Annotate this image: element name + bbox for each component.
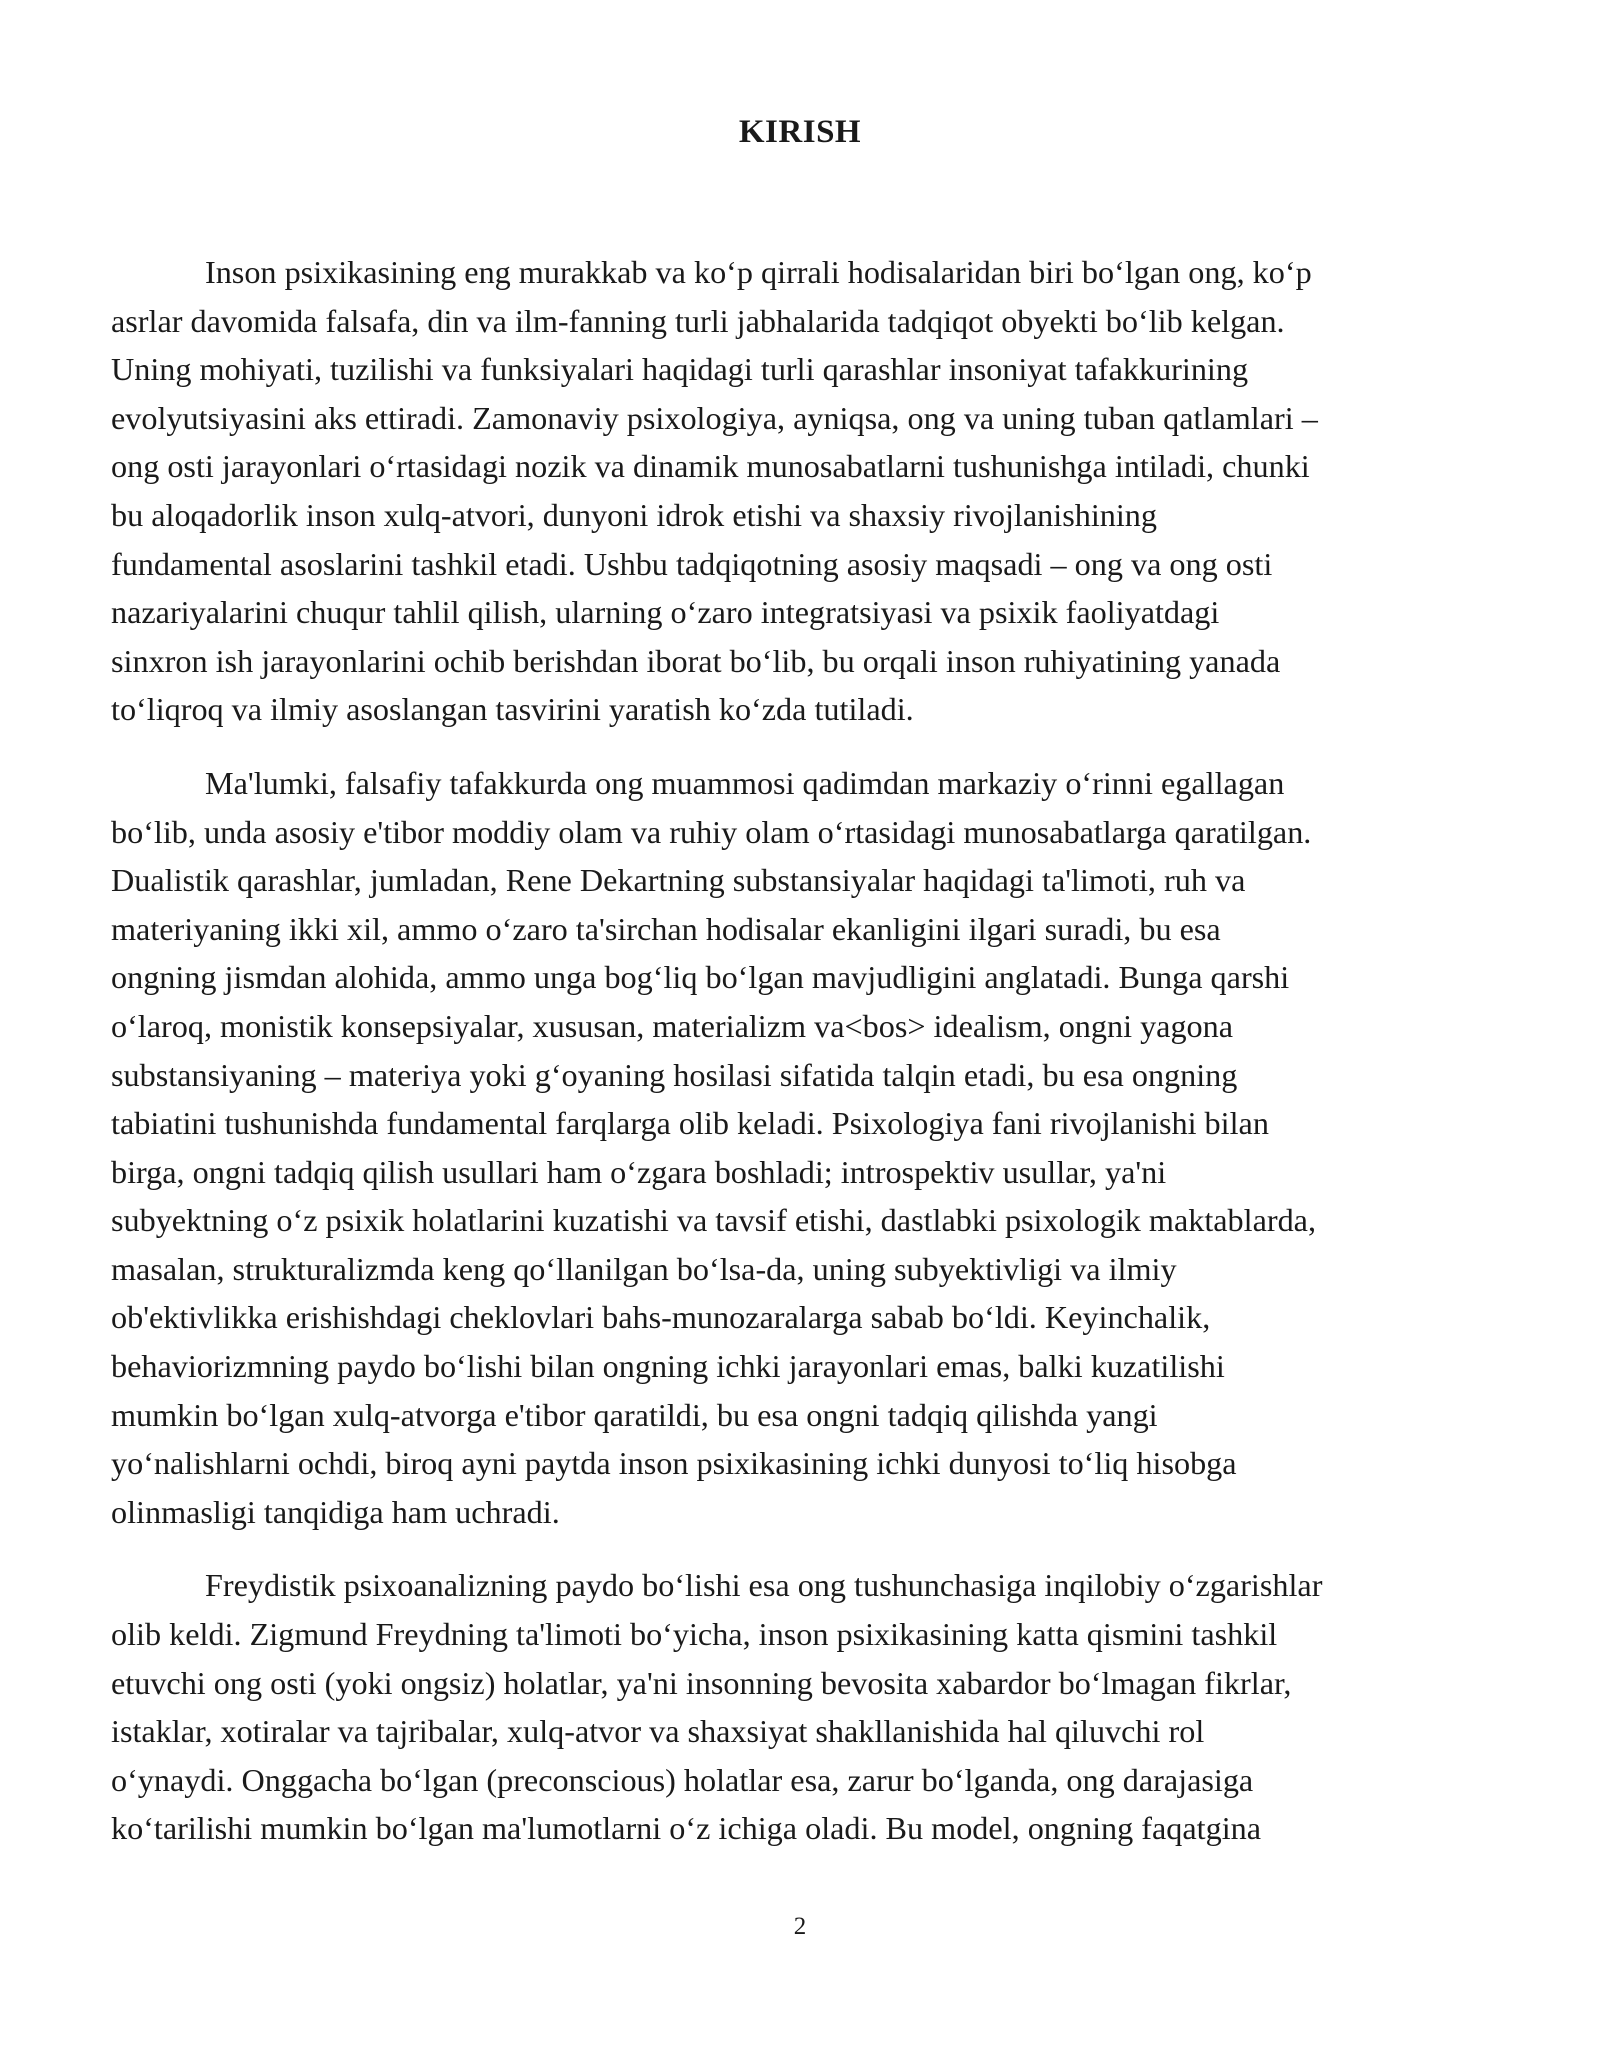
text-line: yo‘nalishlarni ochdi, biroq ayni paytda inson psixikasining ichki dunyosi to‘liq hisobga (111, 1445, 1237, 1482)
text-line: Ma'lumki, falsafiy tafakkurda ong muammosi qadimdan markaziy o‘rinni egallagan (205, 764, 1285, 801)
text-line: subyektning o‘z psixik holatlarini kuzatishi va tavsif etishi, dastlabki psixologik maktablarda, (111, 1202, 1317, 1239)
text-line: Uning mohiyati, tuzilishi va funksiyalari haqidagi turli qarashlar insoniyat tafakkurining (111, 351, 1249, 388)
paragraph-3 (111, 1561, 1491, 1853)
text-line: o‘ynaydi. Onggacha bo‘lgan (preconscious) holatlar esa, zarur bo‘lganda, ong darajasiga (111, 1761, 1254, 1798)
text-line: Inson psixikasining eng murakkab va ko‘p qirrali hodisalaridan biri bo‘lgan ong, ko‘p (205, 254, 1312, 290)
text-line: o‘laroq, monistik konsepsiyalar, xususan, materializm va<bos> idealism, ongni yagona (111, 1007, 1234, 1044)
text-line: fundamental asoslarini tashkil etadi. Ushbu tadqiqotning asosiy maqsadi – ong va ong osti (111, 545, 1273, 582)
text-line: behaviorizmning paydo bo‘lishi bilan ongning ichki jarayonlari emas, balki kuzatilishi (111, 1348, 1225, 1385)
text-line: ob'ektivlikka erishishdagi cheklovlari bahs-munozaralarga sabab bo‘ldi. Keyinchalik, (111, 1299, 1211, 1336)
text-line: substansiyaning – materiya yoki g‘oyaning hosilasi sifatida talqin etadi, bu esa ongning (111, 1056, 1238, 1093)
text-line: tabiatini tushunishda fundamental farqlarga olib keladi. Psixologiya fani rivojlanishi bilan (111, 1105, 1269, 1142)
text-line: nazariyalarini chuqur tahlil qilish, ularning o‘zaro integratsiyasi va psixik faoliyatdagi (111, 594, 1220, 631)
text-line: istaklar, xotiralar va tajribalar, xulq-atvor va shaxsiyat shakllanishida hal qiluvchi rol (111, 1713, 1205, 1750)
text-line: Freydistik psixoanalizning paydo bo‘lishi esa ong tushunchasiga inqilobiy o‘zgarishlar (205, 1567, 1323, 1604)
text-line: ongning jismdan alohida, ammo unga bog‘liq bo‘lgan mavjudligini anglatadi. Bunga qarshi (111, 959, 1290, 996)
page-number: 2 (793, 1913, 807, 1940)
text-line: birga, ongni tadqiq qilish usullari ham o‘zgara boshladi; introspektiv usullar, ya'ni (111, 1153, 1167, 1190)
text-line: olib keldi. Zigmund Freydning ta'limoti bo‘yicha, inson psixikasining katta qismini tashkil (111, 1616, 1278, 1653)
paragraph-2 (111, 759, 1491, 1537)
text-line: ong osti jarayonlari o‘rtasidagi nozik va dinamik munosabatlarni tushunishga intiladi, chunki (111, 448, 1310, 485)
text-line: bo‘lib, unda asosiy e'tibor moddiy olam va ruhiy olam o‘rtasidagi munosabatlarga qaratilgan. (111, 813, 1312, 850)
text-line: materiyaning ikki xil, ammo o‘zaro ta'sirchan hodisalar ekanligini ilgari suradi, bu esa (111, 910, 1221, 947)
text-line: ko‘tarilishi mumkin bo‘lgan ma'lumotlarni o‘z ichiga oladi. Bu model, ongning faqatgina (111, 1810, 1262, 1847)
text-line: masalan, strukturalizmda keng qo‘llanilgan bo‘lsa-da, uning subyektivligi va ilmiy (111, 1250, 1177, 1287)
text-line: olinmasligi tanqidiga ham uchradi. (111, 1493, 560, 1530)
body-text (111, 248, 1491, 1878)
text-line: evolyutsiyasini aks ettiradi. Zamonaviy psixologiya, ayniqsa, ong va uning tuban qatlamlari – (111, 399, 1318, 436)
text-line: asrlar davomida falsafa, din va ilm-fanning turli jabhalarida tadqiqot obyekti bo‘lib kelgan. (111, 302, 1285, 339)
text-line: sinxron ish jarayonlarini ochib berishdan iborat bo‘lib, bu orqali inson ruhiyatining yanada (111, 642, 1281, 679)
text-line: etuvchi ong osti (yoki ongsiz) holatlar, ya'ni insonning bevosita xabardor bo‘lmagan fikrlar, (111, 1664, 1292, 1701)
text-line: bu aloqadorlik inson xulq-atvori, dunyoni idrok etishi va shaxsiy rivojlanishining (111, 496, 1157, 533)
text-line: mumkin bo‘lgan xulq-atvorga e'tibor qaratildi, bu esa ongni tadqiq qilishda yangi (111, 1396, 1158, 1433)
section-heading: KIRISH (738, 114, 862, 150)
text-line: Dualistik qarashlar, jumladan, Rene Dekartning substansiyalar haqidagi ta'limoti, ruh va (111, 862, 1246, 899)
paragraph-1 (111, 248, 1491, 734)
text-line: to‘liqroq va ilmiy asoslangan tasvirini yaratish ko‘zda tutiladi. (111, 691, 914, 728)
